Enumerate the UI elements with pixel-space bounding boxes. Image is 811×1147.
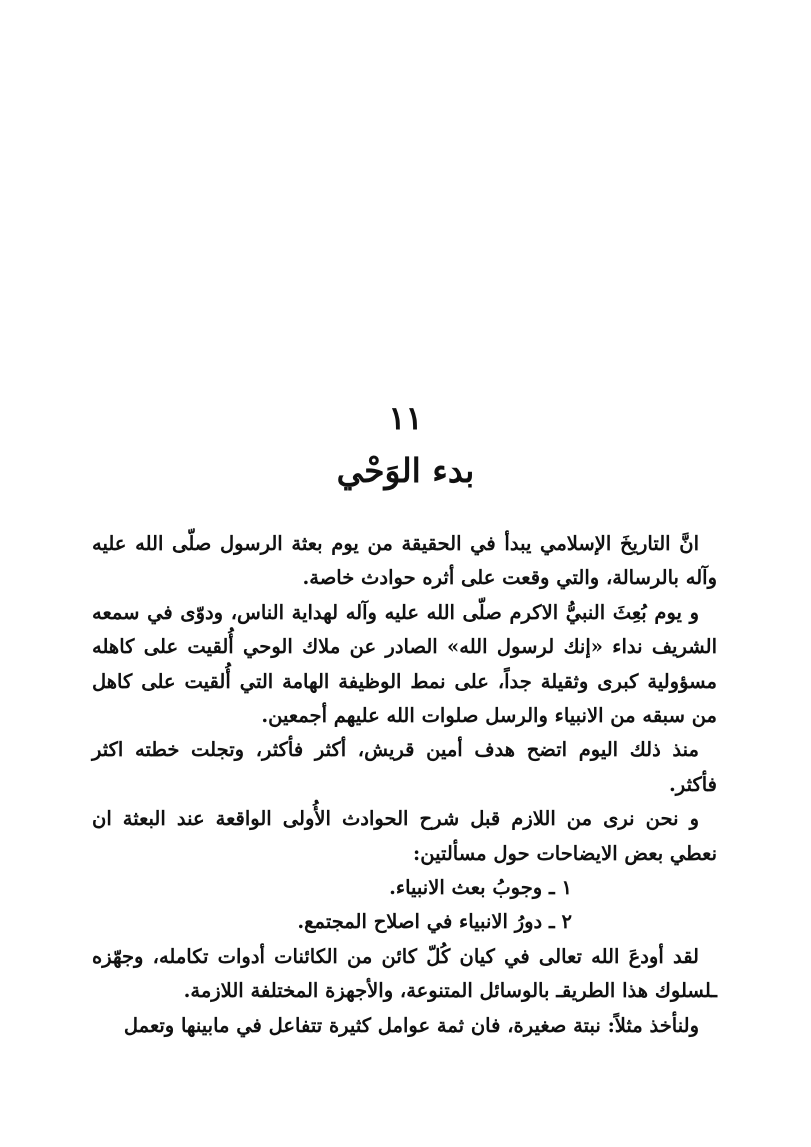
- chapter-body: [92, 527, 717, 1043]
- paragraph-example: ولنأخذ مثلاً: نبتة صغيرة، فان ثمة عوامل كثيرة تتفاعل في مابينها وتعمل: [123, 1013, 699, 1037]
- paragraph-questions: و نحن نرى من اللازم قبل شرح الحوادث الأُولى الواقعة عند البعثة ان نعطي بعض الايضاحات حول مسألتين:: [92, 807, 717, 865]
- paragraph-tools: لقد أودعَ الله تعالى في كيان كُلّ كائن من الكائنات أدوات تكامله، وجهّزه ـلسلوك هذا الطريقـ بالوسائل المتنوعة، والأجهزة المختلفة اللازمة.: [92, 944, 717, 1003]
- chapter-title: بدء الوَحْي: [336, 451, 475, 490]
- chapter-number: ١١: [388, 399, 423, 437]
- list-item-role: ٢ ـ دورُ الانبياء في اصلاح المجتمع.: [297, 910, 572, 934]
- paragraph-intro: انَّ التاريخَ الإسلامي يبدأ في الحقيقة من يوم بعثة الرسول صلّى الله عليه وآله بالرسالة، والتي وقعت على أثره حوادث خاصة.: [92, 532, 717, 590]
- paragraph-goal: منذ ذلك اليوم اتضح هدف أمين قريش، أكثر فأكثر، وتجلت خطته اكثر فأكثر.: [92, 738, 717, 796]
- paragraph-revelation: و يوم بُعِثَ النبيُّ الاكرم صلّى الله عليه وآله لهداية الناس، ودوّى في سمعه الشريف نداء «إنك لرسول الله» الصادر عن ملاك الوحي أُلقيت على كاهله مسؤولية كبرى وثقيلة جداً، على نمط الوظيفة الهامة التي أُلقيت على كاهل من سبقه من الانبياء والرسل صلوات الله عليهم أجمعين.: [92, 600, 717, 728]
- list-item-necessity: ١ ـ وجوبُ بعث الانبياء.: [389, 876, 572, 900]
